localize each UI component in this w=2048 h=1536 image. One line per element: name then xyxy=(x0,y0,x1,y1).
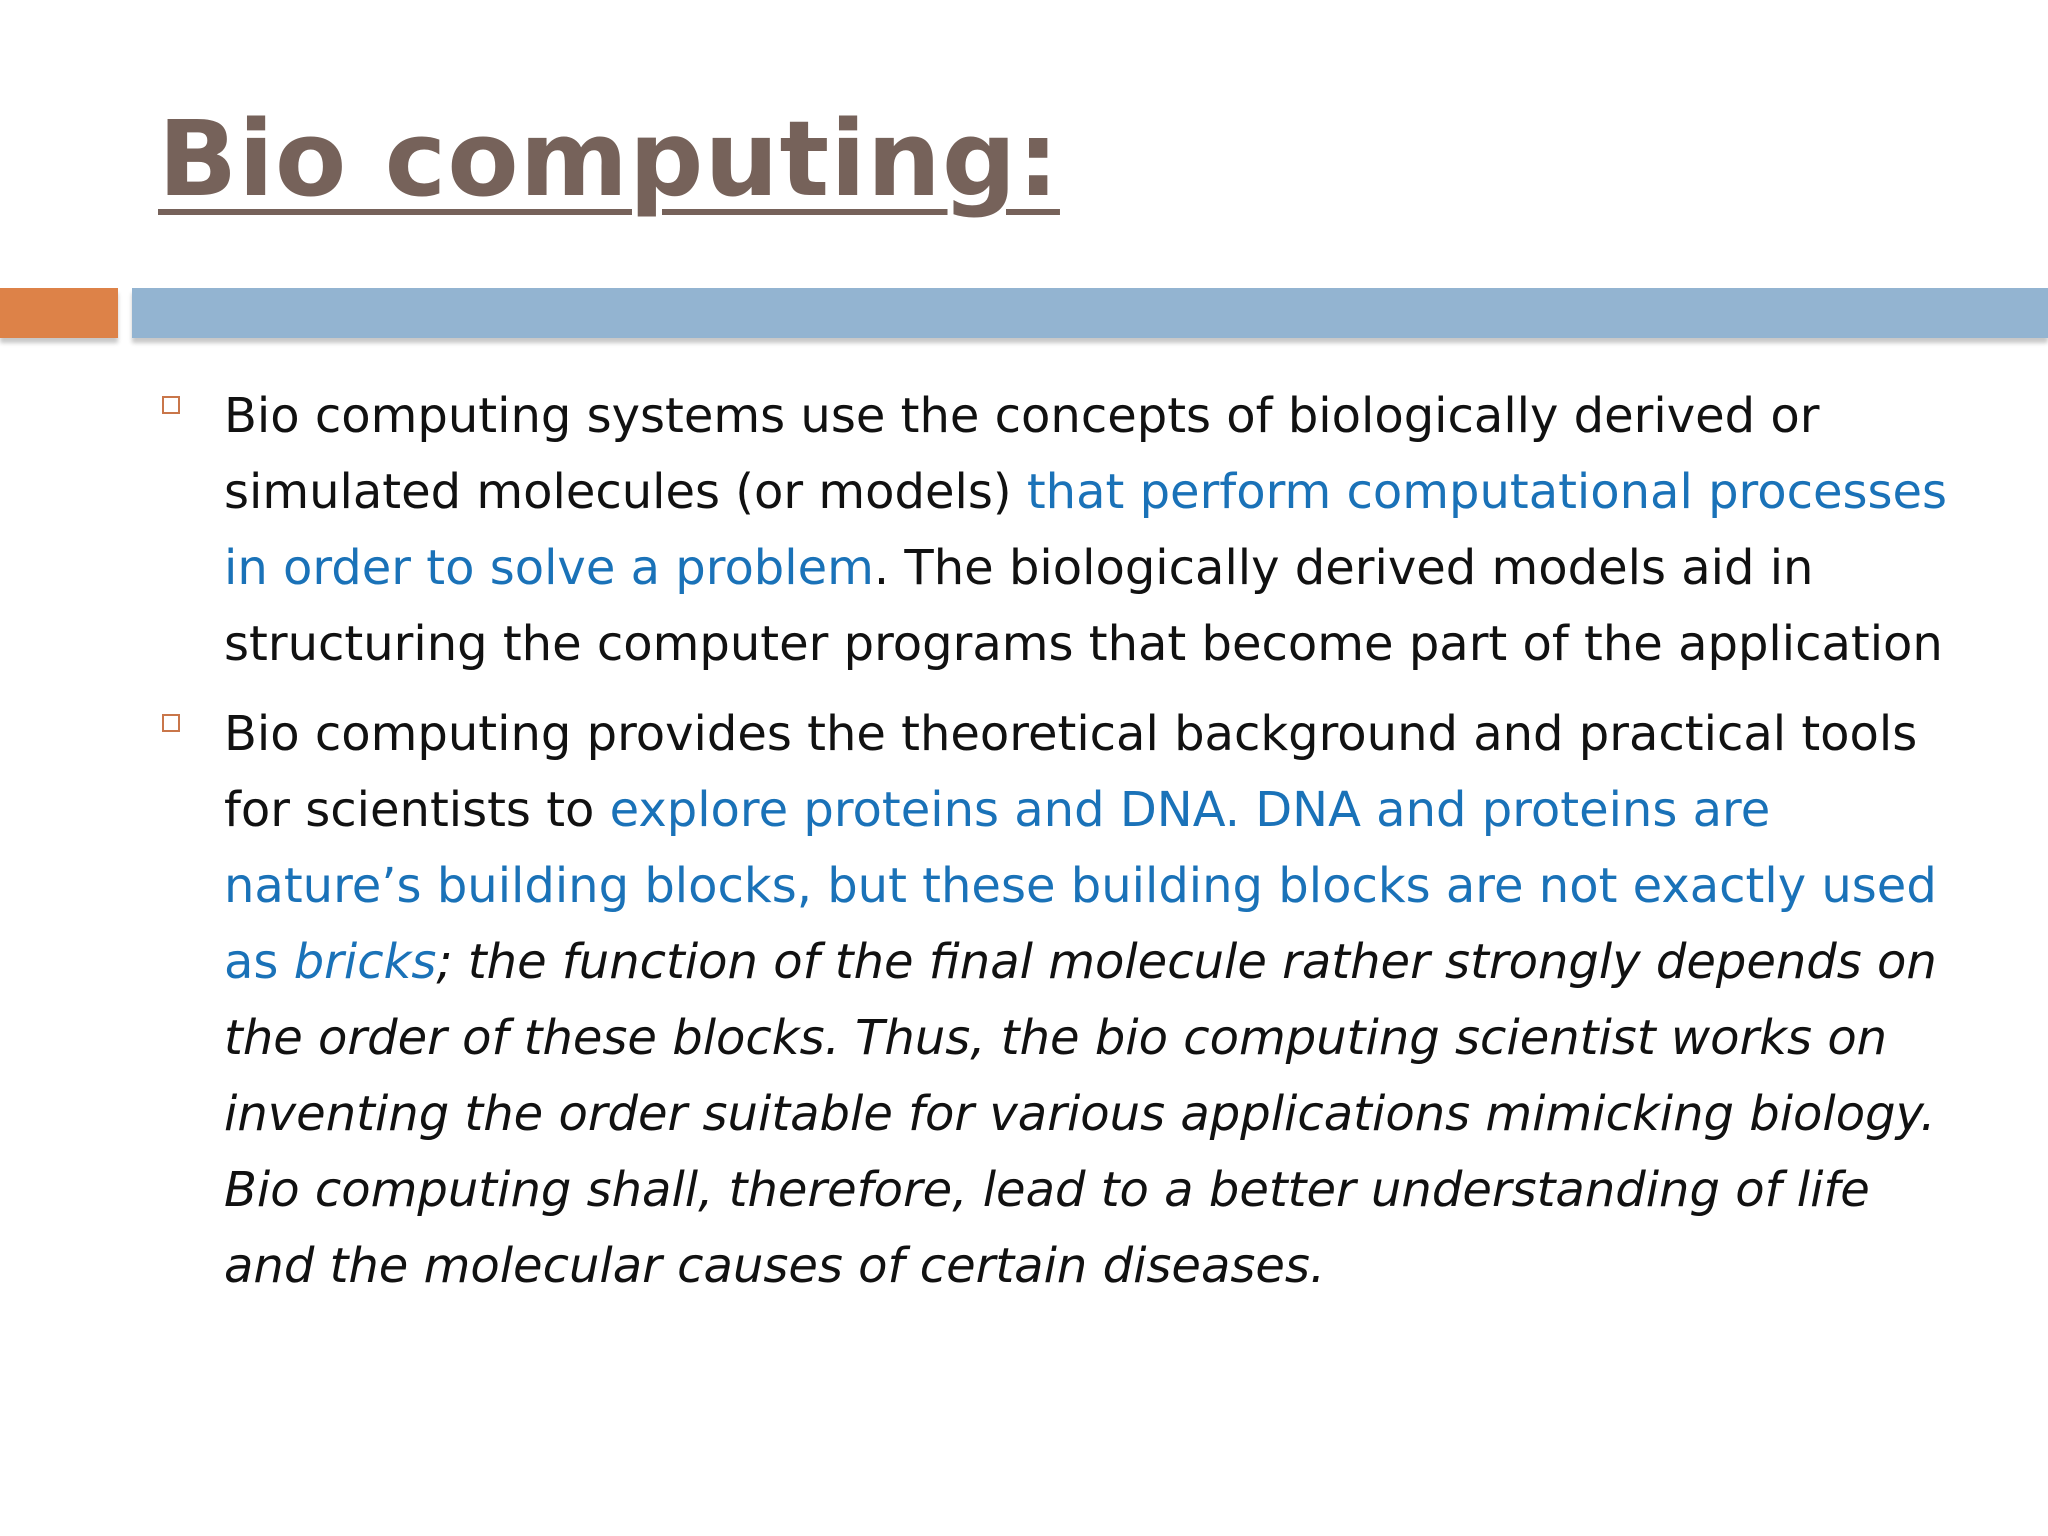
bullet-item-2 xyxy=(160,696,1950,1304)
title-accent-bar-blue xyxy=(132,288,2048,338)
bullet-2-highlight-italic: bricks xyxy=(293,934,437,990)
bullet-2-highlight: explore proteins and DNA. DNA and proteins are nature’s building blocks, but these building blocks are not exactly used as xyxy=(224,782,1937,990)
slide-title: Bio computing: xyxy=(158,98,1060,220)
bullet-1-highlight: that perform computational processes in order to solve a problem xyxy=(224,464,1948,596)
title-accent-bar-orange xyxy=(0,288,118,338)
bullet-2-text-start: Bio computing provides the theoretical background and practical tools for scientists to xyxy=(224,706,1918,838)
slide-body xyxy=(160,378,1950,1318)
hollow-square-bullet-icon xyxy=(162,714,180,732)
bullet-1-text-start: Bio computing systems use the concepts of biologically derived or simulated molecules (or models) xyxy=(224,388,1820,520)
bullet-1-text-end: . The biologically derived models aid in structuring the computer programs that become part of the application xyxy=(224,540,1943,672)
bullet-item-1 xyxy=(160,378,1950,682)
bullet-2-italic-text: ; the function of the final molecule rather strongly depends on the order of these blocks. Thus, the bio computing scientist works on inventing the order suitable for various applications mimicking biology. Bio computing shall, therefore, lead to a better understanding of life and the molecular causes of certain diseases. xyxy=(224,934,1937,1294)
hollow-square-bullet-icon xyxy=(162,396,180,414)
